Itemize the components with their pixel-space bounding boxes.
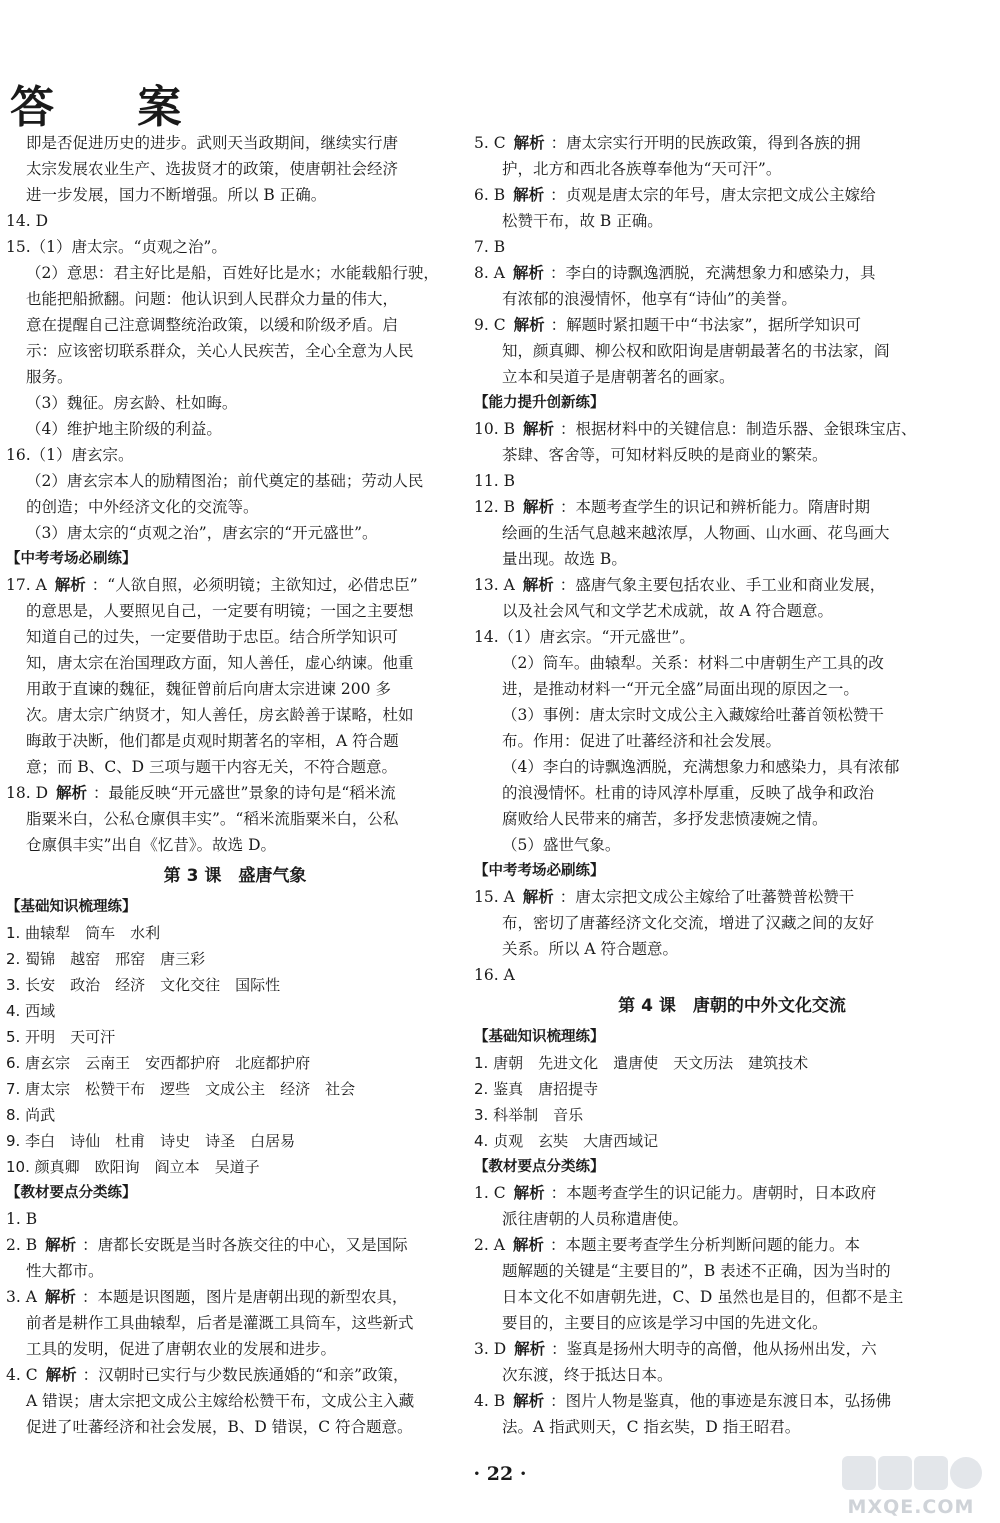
answer-line: 布，密切了唐蕃经济文化交流，增进了汉藏之间的友好 — [502, 914, 875, 932]
answer-line: 要目的，主要目的应该是学习中国的先进文化。 — [502, 1314, 828, 1332]
analysis-text: ：盛唐气象主要包括农业、手工业和商业发展， — [559, 576, 886, 594]
analysis-text: ：唐都长安既是当时各族交往的中心，又是国际 — [82, 1236, 408, 1254]
answer-line — [474, 130, 990, 156]
answer-label: 13. A — [474, 576, 515, 594]
answer-line — [474, 1388, 990, 1414]
answer-line: 前者是耕作工具曲辕犁，后者是灌溉工具筒车，这些新式 — [26, 1314, 414, 1332]
answer-line: （4）李白的诗飘逸洒脱，充满想象力和感染力，具有浓郁 — [502, 758, 900, 776]
answer-line: （4）维护地主阶级的利益。 — [26, 420, 222, 438]
answer-label: 3. A — [6, 1288, 37, 1306]
page-title: 答 案 — [10, 82, 216, 133]
analysis-text: ：“人欲自照，必须明镜；主欲知过，必借忠臣” — [91, 576, 418, 594]
answer-label: 10. B — [474, 420, 515, 438]
answer-label: 12. B — [474, 498, 515, 516]
section-heading: 【基础知识梳理练】 — [6, 899, 137, 915]
answer-line: 1. B — [6, 1210, 38, 1228]
answer-line: 关系。所以 A 符合题意。 — [502, 940, 679, 958]
answer-label: 15. A — [474, 888, 515, 906]
analysis-tag: 解析 — [522, 420, 554, 438]
analysis-text: ：本题考查学生的识记和辨析能力。隋唐时期 — [559, 498, 870, 516]
analysis-tag: 解析 — [513, 134, 545, 152]
analysis-tag: 解析 — [513, 1392, 545, 1410]
analysis-tag: 解析 — [45, 1366, 77, 1384]
answer-line: （5）盛世气象。 — [502, 836, 621, 854]
answer-line: 腐败给人民带来的痛苦，多抒发悲愤凄婉之情。 — [502, 810, 828, 828]
answer-label: 9. C — [474, 316, 506, 334]
answer-label: 1. C — [474, 1184, 506, 1202]
answer-line — [6, 1232, 464, 1258]
answer-line: 1. 唐朝 先进文化 遣唐使 天文历法 建筑技术 — [474, 1054, 809, 1072]
answer-line: 松赞干布，故 B 正确。 — [502, 212, 663, 230]
answer-line: 绘画的生活气息越来越浓厚，人物画、山水画、花鸟画大 — [502, 524, 890, 542]
answer-line — [474, 884, 990, 910]
answer-line — [474, 312, 990, 338]
section-heading: 【能力提升创新练】 — [474, 395, 605, 411]
answer-line: 也能把船掀翻。问题：他认识到人民群众力量的伟大， — [26, 290, 399, 308]
answer-line — [474, 182, 990, 208]
analysis-tag: 解析 — [522, 576, 554, 594]
analysis-text: ：鉴真是扬州大明寺的高僧，他从扬州出发，六 — [551, 1340, 877, 1358]
answer-line: （3）事例：唐太宗时文成公主入藏嫁给吐蕃首领松赞干 — [502, 706, 884, 724]
answer-label: 18. D — [6, 784, 49, 802]
analysis-text: ：唐太宗实行开明的民族政策，得到各族的拥 — [550, 134, 861, 152]
answer-line: 意在提醒自己注意调整统治政策，以缓和阶级矛盾。启 — [26, 316, 399, 334]
answer-line: 护，北方和西北各族尊奉他为“天可汗”。 — [502, 160, 782, 178]
analysis-tag: 解析 — [56, 784, 88, 802]
answer-line: 4. 贞观 玄奘 大唐西域记 — [474, 1132, 659, 1150]
answer-line: 意；而 B、C、D 三项与题干内容无关，不符合题意。 — [26, 758, 398, 776]
answer-line — [6, 572, 464, 598]
answer-line: 10. 颜真卿 欧阳询 阎立本 吴道子 — [6, 1158, 260, 1176]
right-column — [474, 130, 990, 1440]
answer-line: 14.（1）唐玄宗。“开元盛世”。 — [474, 628, 695, 646]
analysis-tag: 解析 — [45, 1236, 77, 1254]
analysis-tag: 解析 — [54, 576, 86, 594]
answer-line: 5. 开明 天可汗 — [6, 1028, 116, 1046]
answer-line: 9. 李白 诗仙 杜甫 诗史 诗圣 白居易 — [6, 1132, 296, 1150]
answer-line: 4. 西域 — [6, 1002, 56, 1020]
answer-label: 4. C — [6, 1366, 38, 1384]
analysis-text: ：根据材料中的关键信息：制造乐器、金银珠宝店、 — [559, 420, 917, 438]
answer-line: 太宗发展农业生产、选拔贤才的政策，使唐朝社会经济 — [26, 160, 399, 178]
section-heading: 【教材要点分类练】 — [474, 1159, 605, 1175]
answer-line: 进，是推动材料一“开元全盛”局面出现的原因之一。 — [502, 680, 859, 698]
answer-line: 知，颜真卿、柳公权和欧阳询是唐朝最著名的书法家，阎 — [502, 342, 890, 360]
page-number: · 22 · — [473, 1463, 527, 1485]
answer-line — [474, 1336, 990, 1362]
answer-line: 知道自己的过失，一定要借助于忠臣。结合所学知识可 — [26, 628, 399, 646]
answer-line — [474, 260, 990, 286]
analysis-tag: 解析 — [513, 316, 545, 334]
analysis-text: ：图片人物是鉴真，他的事迹是东渡日本，弘扬佛 — [550, 1392, 892, 1410]
answer-line: 服务。 — [26, 368, 73, 386]
answer-line: 3. 长安 政治 经济 文化交往 国际性 — [6, 976, 281, 994]
analysis-text: ：汉朝时已实行与少数民族通婚的“和亲”政策， — [82, 1366, 409, 1384]
answer-line: 立本和吴道子是唐朝著名的画家。 — [502, 368, 735, 386]
answer-line: 次。唐太宗广纳贤才，知人善任，房玄龄善于谋略，杜如 — [26, 706, 414, 724]
answer-line: 3. 科举制 音乐 — [474, 1106, 584, 1124]
answer-line: 16. A — [474, 966, 515, 984]
answer-label: 4. B — [474, 1392, 506, 1410]
analysis-text: ：解题时紧扣题干中“书法家”，据所学知识可 — [550, 316, 861, 334]
answer-line: 茶肆、客舍等，可知材料反映的是商业的繁荣。 — [502, 446, 828, 464]
answer-line: 16.（1）唐玄宗。 — [6, 446, 134, 464]
analysis-tag: 解析 — [522, 498, 554, 516]
analysis-text: ：本题是识图题，图片是唐朝出现的新型农具， — [81, 1288, 408, 1306]
analysis-tag: 解析 — [512, 264, 544, 282]
answer-label: 2. A — [474, 1236, 505, 1254]
answer-line: 6. 唐玄宗 云南王 安西都护府 北庭都护府 — [6, 1054, 311, 1072]
analysis-tag: 解析 — [522, 888, 554, 906]
answer-line — [6, 780, 464, 806]
answer-line: 题解题的关键是“主要目的”，B 表述不正确，因为当时的 — [502, 1262, 891, 1280]
answer-line: 的浪漫情怀。杜甫的诗风淳朴厚重，反映了战争和政治 — [502, 784, 875, 802]
analysis-tag: 解析 — [513, 186, 545, 204]
answer-label: 5. C — [474, 134, 506, 152]
answer-label: 17. A — [6, 576, 47, 594]
analysis-text: ：最能反映“开元盛世”景象的诗句是“稻米流 — [93, 784, 396, 802]
analysis-tag: 解析 — [514, 1340, 546, 1358]
answer-line — [474, 572, 990, 598]
answer-line: （2）意思：君主好比是船，百姓好比是水；水能载船行驶， — [26, 264, 439, 282]
answer-line — [6, 1284, 464, 1310]
section-heading: 【中考考场必刷练】 — [474, 863, 605, 879]
answer-line: 派往唐朝的人员称遣唐使。 — [502, 1210, 689, 1228]
answer-line: 日本文化不如唐朝先进，C、D 虽然也是目的，但都不是主 — [502, 1288, 904, 1306]
analysis-text: ：本题考查学生的识记能力。唐朝时，日本政府 — [550, 1184, 877, 1202]
section-heading: 【基础知识梳理练】 — [474, 1029, 605, 1045]
answer-line: 脂粟米白，公私仓廪俱丰实”。“稻米流脂粟米白，公私 — [26, 810, 399, 828]
answer-label: 2. B — [6, 1236, 38, 1254]
watermark-logo-icon — [836, 1448, 986, 1496]
answer-line: 量出现。故选 B。 — [502, 550, 627, 568]
answer-line: A 错误；唐太宗把文成公主嫁给松赞干布，文成公主入藏 — [26, 1392, 415, 1410]
lesson-heading: 第 3 课 盛唐气象 — [163, 866, 307, 886]
answer-line: 15.（1）唐太宗。“贞观之治”。 — [6, 238, 227, 256]
answer-label: 3. D — [474, 1340, 507, 1358]
answer-line: 的意思是，人要照见自己，一定要有明镜；一国之主要想 — [26, 602, 414, 620]
answer-line: 11. B — [474, 472, 515, 490]
answer-line: 布。作用：促进了吐蕃经济和社会发展。 — [502, 732, 782, 750]
answer-line: 知，唐太宗在治国理政方面，知人善任，虚心纳谏。他重 — [26, 654, 414, 672]
lesson-heading: 第 4 课 唐朝的中外文化交流 — [618, 996, 846, 1016]
answer-line: （3）唐太宗的“贞观之治”，唐玄宗的“开元盛世”。 — [26, 524, 378, 542]
answer-line: 以及社会风气和文学艺术成就，故 A 符合题意。 — [502, 602, 834, 620]
answer-line: 仓廪俱丰实”出自《忆昔》。故选 D。 — [26, 836, 277, 854]
analysis-text: ：李白的诗飘逸洒脱，充满想象力和感染力，具 — [549, 264, 876, 282]
section-heading: 【教材要点分类练】 — [6, 1185, 137, 1201]
analysis-text: ：唐太宗把文成公主嫁给了吐蕃赞普松赞干 — [559, 888, 855, 906]
answer-line: 的创造；中外经济文化的交流等。 — [26, 498, 259, 516]
answer-line: 即是否促进历史的进步。武则天当政期间，继续实行唐 — [26, 134, 399, 152]
answer-line: 性大都市。 — [26, 1262, 104, 1280]
answer-line: 2. 鉴真 唐招提寺 — [474, 1080, 599, 1098]
answer-line: 促进了吐蕃经济和社会发展，B、D 错误，C 符合题意。 — [26, 1418, 413, 1436]
answer-line — [474, 416, 990, 442]
answer-line: 7. 唐太宗 松赞干布 逻些 文成公主 经济 社会 — [6, 1080, 356, 1098]
answer-line: 1. 曲辕犁 筒车 水利 — [6, 924, 161, 942]
watermark-logo — [836, 1448, 986, 1518]
answer-line: 2. 蜀锦 越窑 邢窑 唐三彩 — [6, 950, 206, 968]
left-column — [6, 130, 464, 1440]
analysis-text: ：本题主要考查学生分析判断问题的能力。本 — [549, 1236, 860, 1254]
answer-line: （3）魏征。房玄龄、杜如晦。 — [26, 394, 238, 412]
answer-line — [474, 1232, 990, 1258]
answer-line: 法。A 指武则天，C 指玄奘，D 指王昭君。 — [502, 1418, 801, 1436]
answer-line: （2）筒车。曲辕犁。关系：材料二中唐朝生产工具的改 — [502, 654, 884, 672]
answer-line: 7. B — [474, 238, 506, 256]
section-heading: 【中考考场必刷练】 — [6, 551, 137, 567]
analysis-text: ：贞观是唐太宗的年号，唐太宗把文成公主嫁给 — [550, 186, 876, 204]
answer-line: 14. D — [6, 212, 49, 230]
answer-line: 次东渡，终于抵达日本。 — [502, 1366, 673, 1384]
answer-line: 有浓郁的浪漫情怀，他享有“诗仙”的美誉。 — [502, 290, 797, 308]
analysis-tag: 解析 — [512, 1236, 544, 1254]
answer-line — [474, 494, 990, 520]
answer-line: 进一步发展，国力不断增强。所以 B 正确。 — [26, 186, 327, 204]
analysis-tag: 解析 — [44, 1288, 76, 1306]
answer-line: 示：应该密切联系群众，关心人民疾苦，全心全意为人民 — [26, 342, 414, 360]
answer-line: （2）唐玄宗本人的励精图治；前代奠定的基础；劳动人民 — [26, 472, 424, 490]
answer-line — [474, 1180, 990, 1206]
answer-line: 工具的发明，促进了唐朝农业的发展和进步。 — [26, 1340, 337, 1358]
answer-line: 8. 尚武 — [6, 1106, 56, 1124]
answer-line: 用敢于直谏的魏征，魏征曾前后向唐太宗进谏 200 多 — [26, 680, 391, 698]
watermark-text: MXQE.COM — [847, 1496, 975, 1518]
answer-line — [6, 1362, 464, 1388]
answer-label: 8. A — [474, 264, 505, 282]
analysis-tag: 解析 — [513, 1184, 545, 1202]
answer-label: 6. B — [474, 186, 506, 204]
answer-line: 晦敢于决断，他们都是贞观时期著名的宰相，A 符合题 — [26, 732, 399, 750]
